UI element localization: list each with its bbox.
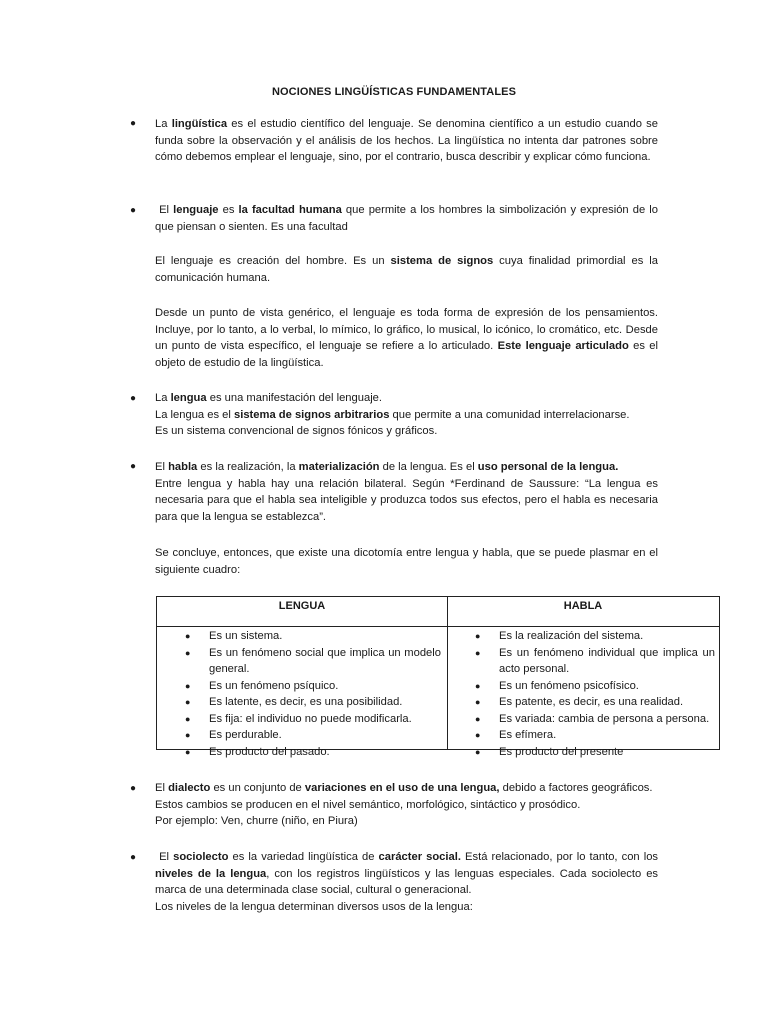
- text: La lengua es el: [155, 408, 234, 421]
- list-item: [157, 744, 441, 761]
- text: Es perdurable.: [209, 729, 282, 741]
- text: El: [159, 204, 174, 216]
- text: El lenguaje es creación del hombre. Es un: [155, 255, 391, 267]
- list-item: [447, 744, 715, 761]
- list-item: [157, 694, 441, 711]
- text: es el estudio científico del lenguaje. Se denomina científico a un estudio cuando se funda sobre la observación y el análisis de los hechos. La lingüística no intenta dar patrones sobre cómo debemos emplear el lenguaje, sino, por el contrario, busca describir y explicar cómo funciona.: [155, 118, 658, 163]
- bullet-icon: ●: [130, 393, 137, 404]
- bullet-icon: ●: [475, 631, 481, 641]
- list-item: [157, 727, 441, 744]
- bullet-icon: ●: [130, 852, 137, 863]
- text: Está relacionado, por lo tanto, con los: [460, 851, 659, 863]
- text: es: [218, 204, 239, 216]
- bullet-icon: ●: [475, 647, 481, 658]
- bullet-icon: ●: [130, 783, 137, 794]
- bullet-icon: ●: [185, 647, 191, 658]
- text: Es patente, es decir, es una realidad.: [499, 696, 684, 708]
- list-item: [447, 694, 715, 711]
- list-item: [157, 678, 441, 695]
- list-item: [447, 678, 715, 695]
- lengua-list: [157, 628, 441, 760]
- bold-term: niveles de la lengua: [155, 867, 267, 880]
- bold-term: habla: [168, 461, 198, 473]
- bullet-icon: ●: [185, 697, 191, 707]
- list-item: [447, 727, 715, 744]
- text: Es un fenómeno psíquico.: [209, 679, 339, 692]
- text: es la variedad lingüística de: [228, 851, 379, 863]
- bold-term: Este lenguaje articulado: [497, 340, 629, 352]
- paragraph-lengua: [155, 390, 658, 440]
- comparison-table: [156, 596, 720, 758]
- bullet-icon: ●: [130, 205, 137, 216]
- bullet-icon: ●: [475, 680, 481, 691]
- bold-term: lengua: [170, 392, 207, 404]
- bold-term: dialecto: [168, 782, 211, 794]
- text: Es producto del presente: [499, 745, 624, 758]
- bold-term: la facultad humana: [238, 204, 342, 216]
- text: Es variada: cambia de persona a persona.: [499, 712, 710, 725]
- text: Es latente, es decir, es una posibilidad.: [209, 696, 403, 708]
- bold-term: lingüística: [171, 118, 228, 130]
- text: Es un sistema.: [209, 630, 283, 642]
- list-item: [157, 645, 441, 678]
- paragraph-dialecto: [155, 780, 658, 830]
- text: debido a factores geográficos.: [499, 782, 653, 794]
- bullet-icon: ●: [475, 713, 481, 724]
- bullet-icon: ●: [185, 746, 191, 757]
- table-divider: [157, 626, 719, 627]
- bullet-icon: ●: [475, 746, 481, 757]
- paragraph-habla: [155, 459, 658, 525]
- text: El: [159, 851, 174, 863]
- text: El: [155, 782, 169, 794]
- text: Es efímera.: [499, 729, 557, 741]
- bold-term: variaciones en el uso de una lengua,: [304, 782, 500, 794]
- paragraph-linguistica: [155, 116, 658, 166]
- bold-term: sociolecto: [173, 851, 229, 863]
- page-title: NOCIONES LINGÜÍSTICAS FUNDAMENTALES: [271, 86, 517, 98]
- bold-term: sistema de signos: [390, 255, 494, 267]
- bullet-icon: ●: [185, 631, 191, 641]
- paragraph-lenguaje-generico: [155, 305, 658, 371]
- text: El: [155, 461, 169, 473]
- text: Por ejemplo: Ven, churre (niño, en Piura): [155, 815, 358, 827]
- bullet-icon: ●: [130, 118, 137, 129]
- text: Es un sistema convencional de signos fónicos y gráficos.: [155, 425, 438, 437]
- bold-term: uso personal de la lengua.: [477, 461, 619, 473]
- text: cuya finalidad primordial es la comunicación humana.: [155, 255, 658, 284]
- text: La: [155, 118, 172, 130]
- text: , con los registros lingüísticos y las lenguas especiales. Cada sociolecto es marca de una determinada clase social, cultural o generacional.: [155, 867, 659, 896]
- paragraph-conclusion: Se concluye, entonces, que existe una dicotomía entre lengua y habla, que se puede plasmar en el siguiente cuadro:: [155, 547, 658, 576]
- list-item: [447, 645, 715, 678]
- bold-term: materialización: [298, 461, 380, 473]
- text: que permite a una comunidad interrelacionarse.: [389, 408, 630, 421]
- bold-term: sistema de signos arbitrarios: [234, 408, 390, 421]
- bold-term: carácter social.: [378, 851, 461, 863]
- bullet-icon: ●: [185, 713, 191, 724]
- bullet-icon: ●: [475, 697, 481, 707]
- text: Es producto del pasado.: [209, 745, 330, 758]
- text: Es fija: el individuo no puede modificarla.: [209, 712, 412, 725]
- bullet-icon: ●: [185, 730, 191, 740]
- text: Desde un punto de vista genérico, el lenguaje es toda forma de expresión de los pensamientos. Incluye, por lo tanto, a lo verbal, lo mímico, lo gráfico, lo musical, lo icónico, lo cromático, etc. Desde un punto de vista específico, el lenguaje se refiere a lo articulado.: [155, 307, 658, 352]
- text: Es un fenómeno social que implica un modelo general.: [209, 646, 441, 675]
- list-item: [447, 711, 715, 728]
- text: es una manifestación del lenguaje.: [206, 392, 383, 404]
- habla-list: [447, 628, 715, 760]
- text: de la lengua. Es el: [379, 461, 478, 473]
- text: Los niveles de la lengua determinan diversos usos de la lengua:: [155, 900, 473, 913]
- text: es la realización, la: [197, 461, 299, 473]
- text: Es un fenómeno psicofísico.: [499, 679, 639, 692]
- list-item: [447, 628, 715, 645]
- text: Estos cambios se producen en el nivel semántico, morfológico, sintáctico y prosódico.: [155, 798, 581, 811]
- paragraph-sociolecto: [155, 849, 658, 915]
- text: Es un fenómeno individual que implica un acto personal.: [499, 646, 715, 675]
- paragraph-lenguaje: [155, 202, 658, 235]
- bullet-icon: ●: [130, 461, 137, 472]
- bullet-icon: ●: [475, 730, 481, 740]
- text: que permite a los hombres la simbolización y expresión de lo que piensan o sienten. Es una facultad: [155, 204, 658, 233]
- table-header-habla: HABLA: [563, 600, 603, 612]
- list-item: [157, 711, 441, 728]
- text: La: [155, 392, 171, 404]
- list-item: [157, 628, 441, 645]
- table-header-lengua: LENGUA: [278, 600, 326, 612]
- text: Es la realización del sistema.: [499, 630, 644, 642]
- bold-term: lenguaje: [173, 204, 219, 216]
- text: es el objeto de estudio de la lingüística.: [155, 340, 658, 369]
- bullet-icon: ●: [185, 680, 191, 691]
- paragraph-lenguaje-creacion: [155, 253, 658, 286]
- text: Entre lengua y habla hay una relación bilateral. Según *Ferdinand de Saussure: “La lengua es necesaria para que el habla sea inteligible y produzca todos sus efectos, pero el habla es necesaria para que la lengua se establezca”.: [155, 477, 658, 523]
- text: es un conjunto de: [210, 782, 305, 794]
